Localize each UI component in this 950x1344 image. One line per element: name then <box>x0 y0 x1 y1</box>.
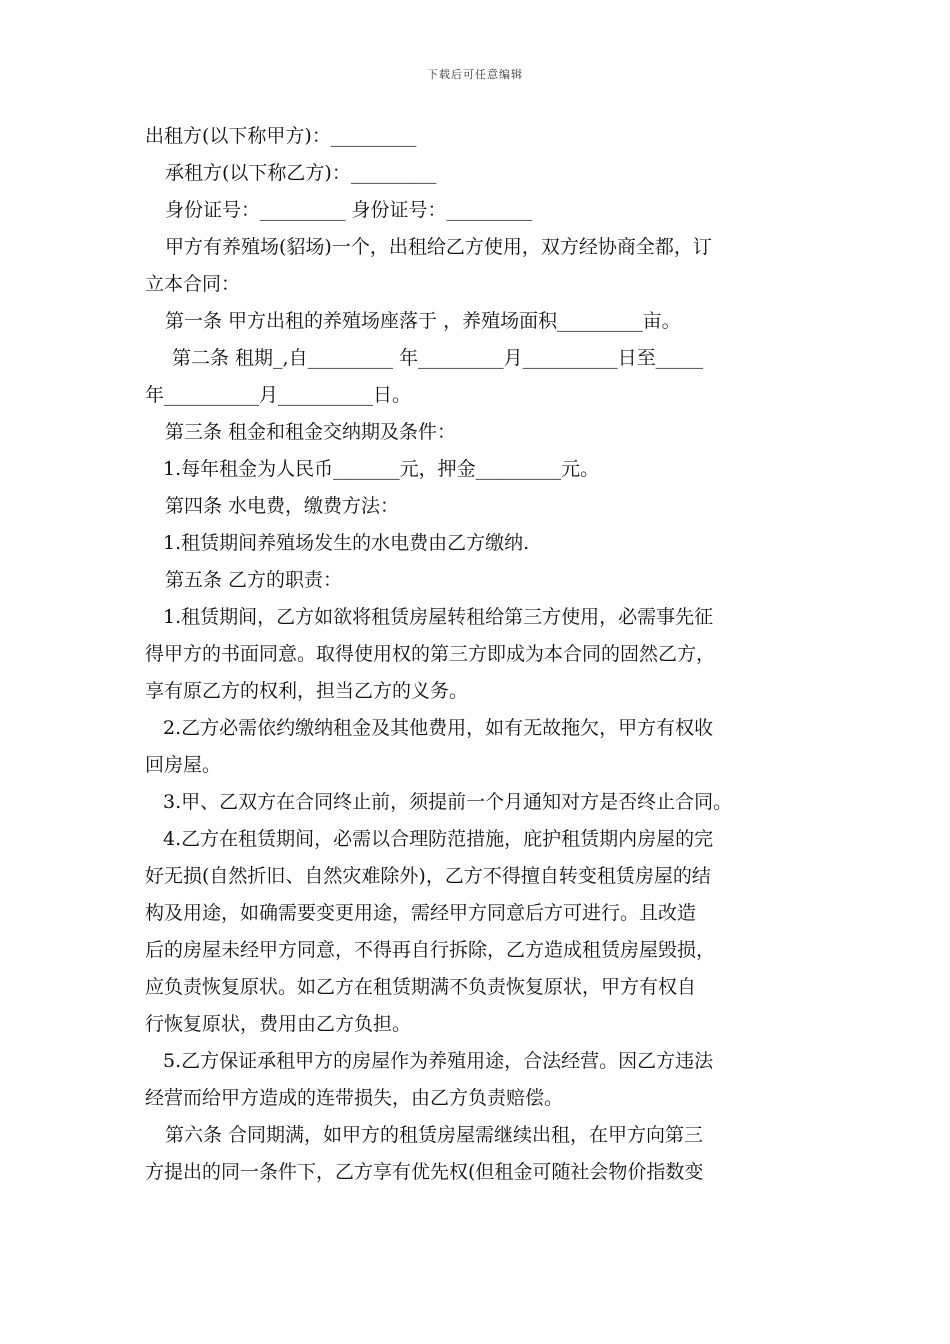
article-4-heading: 第四条 水电费，缴费方法： <box>165 495 400 517</box>
article-5-item-1-line-1: 1.租赁期间，乙方如欲将租赁房屋转租给第三方使用，必需事先征 <box>163 606 714 628</box>
article-5-item-1-line-3: 享有原乙方的权利，担当乙方的义务。 <box>145 680 469 702</box>
article-5-item-4-line-1: 4.乙方在租赁期间，必需以合理防范措施，庇护租赁期内房屋的完 <box>163 828 714 850</box>
intro-line-1: 甲方有养殖场(貂场)一个，出租给乙方使用，双方经协商全都，订 <box>165 236 712 258</box>
lessee-line: 承租方(以下称乙方)：_________ <box>165 162 437 184</box>
article-5-item-5-line-2: 经营而给甲方造成的连带损失，由乙方负责赔偿。 <box>145 1087 564 1109</box>
article-2-line-2: 年__________月__________日。 <box>145 384 412 406</box>
article-5-heading: 第五条 乙方的职责： <box>165 569 343 591</box>
contract-body <box>145 118 815 1191</box>
article-5-item-4-line-2: 好无损(自然折旧、自然灾难除外)，乙方不得擅自转变租赁房屋的结 <box>145 865 711 887</box>
intro-line-2: 立本合同： <box>145 273 241 295</box>
article-6-line-1: 第六条 合同期满，如甲方的租赁房屋需继续出租，在甲方向第三 <box>165 1124 704 1146</box>
article-1-line: 第一条 甲方出租的养殖场座落于 ，养殖场面积_________亩。 <box>165 310 681 332</box>
article-5-item-4-line-6: 行恢复原状，费用由乙方负担。 <box>145 1013 412 1035</box>
article-5-item-4-line-3: 构及用途，如确需要变更用途，需经甲方同意后方可进行。且改造 <box>145 902 697 924</box>
article-5-item-5-line-1: 5.乙方保证承租甲方的房屋作为养殖用途，合法经营。因乙方违法 <box>163 1050 714 1072</box>
article-2-line-1: 第二条 租期_,自_________ 年_________月__________日至_____ <box>172 347 704 369</box>
article-5-item-2-line-2: 回房屋。 <box>145 754 222 776</box>
article-6-line-2: 方提出的同一条件下，乙方享有优先权(但租金可随社会物价指数变 <box>145 1161 704 1183</box>
article-4-item-1: 1.租赁期间养殖场发生的水电费由乙方缴纳. <box>163 532 530 554</box>
article-5-item-4-line-4: 后的房屋未经甲方同意，不得再自行拆除，乙方造成租赁房屋毁损， <box>145 939 716 961</box>
article-5-item-1-line-2: 得甲方的书面同意。取得使用权的第三方即成为本合同的固然乙方， <box>145 643 716 665</box>
header-watermark: 下载后可任意编辑 <box>427 68 523 81</box>
article-5-item-4-line-5: 应负责恢复原状。如乙方在租赁期满不负责恢复原状，甲方有权自 <box>145 976 697 998</box>
article-5-item-3: 3.甲、乙双方在合同终止前，须提前一个月通知对方是否终止合同。 <box>163 791 733 813</box>
article-3-item-1: 1.每年租金为人民币_______元，押金_________元。 <box>163 458 600 480</box>
lessor-line: 出租方(以下称甲方)：_________ <box>145 125 417 147</box>
article-3-heading: 第三条 租金和租金交纳期及条件： <box>165 421 457 443</box>
article-5-item-2-line-1: 2.乙方必需依约缴纳租金及其他费用，如有无故拖欠，甲方有权收 <box>163 717 714 739</box>
id-number-line: 身份证号：_________ 身份证号：_________ <box>165 199 533 221</box>
